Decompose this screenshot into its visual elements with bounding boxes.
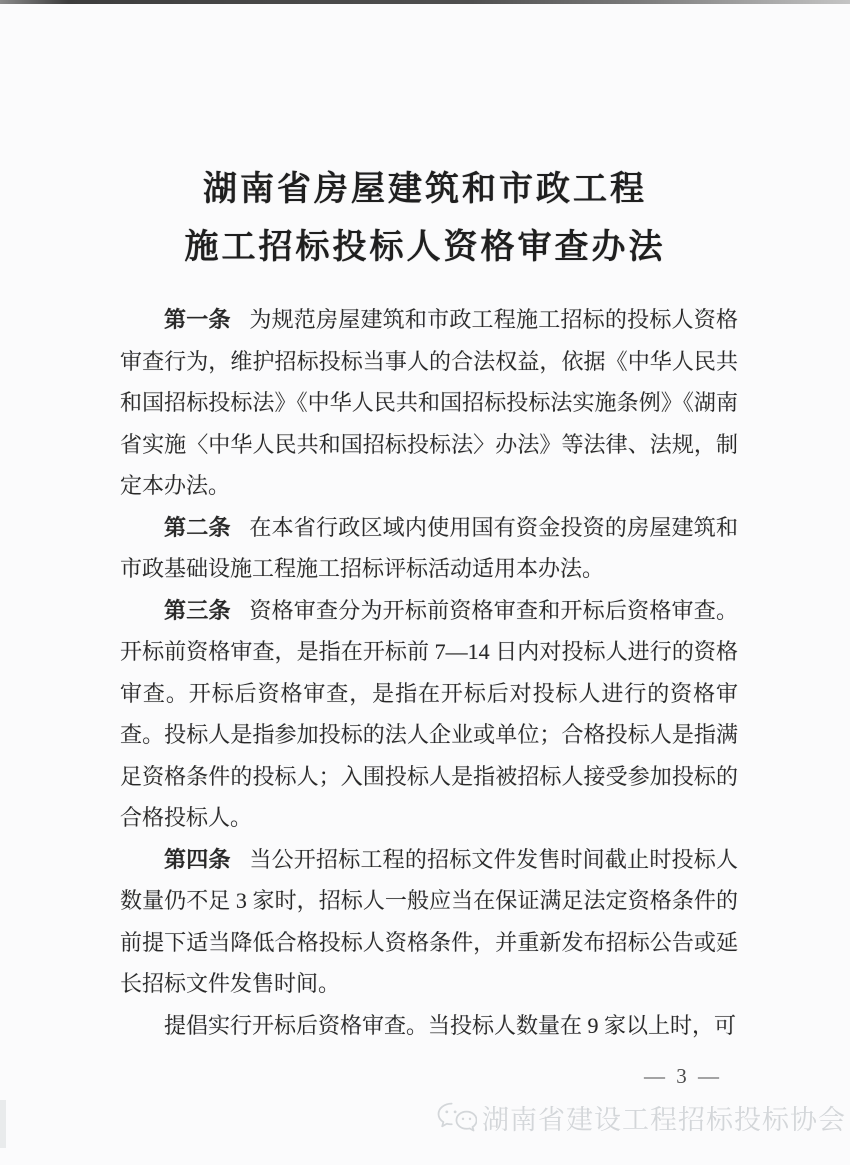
document-title-line-1: 湖南省房屋建筑和市政工程: [203, 170, 647, 208]
article-number: 第一条: [164, 307, 231, 332]
article-number: 第三条: [164, 597, 231, 623]
scan-top-edge: [0, 0, 850, 4]
association-watermark: [435, 1098, 846, 1137]
article-text: 为规范房屋建筑和市政工程施工招标的投标人资格审查行为，维护招标投标当事人的合法权益，依据《中华人民共和国招标投标法》《中华人民共和国招标投标法实施条例》《湖南省实施〈中华人民共和国招标投标法〉办法》等法律、法规，制定本办法。: [120, 307, 738, 498]
article-paragraph-1: [120, 299, 738, 507]
article-paragraph-2: [120, 507, 738, 590]
article-text: 提倡实行开标后资格审查。当投标人数量在 9 家以上时，可: [164, 1012, 737, 1038]
article-number: 第四条: [164, 846, 231, 872]
page-number: — 3 —: [644, 1064, 722, 1088]
article-paragraph-5: [120, 1005, 738, 1047]
article-text: 资格审查分为开标前资格审查和开标后资格审查。开标前资格审查，是指在开标前 7—14 日内对投标人进行的资格审查。开标后资格审查，是指在开标后对投标人进行的资格审查。投标人是指参加投标的法人企业或单位；合格投标人是指满足资格条件的投标人；入围投标人是指被招标人接受参加投标的合格投标人。: [120, 597, 738, 830]
document-body: [120, 299, 738, 1046]
scan-left-edge-artifact: [0, 1100, 6, 1148]
document-title: [0, 160, 850, 276]
document-title-line-2: 施工招标投标人资格审查办法: [184, 228, 666, 266]
wechat-icon: [435, 1100, 477, 1136]
article-text: 在本省行政区域内使用国有资金投资的房屋建筑和市政基础设施工程施工招标评标活动适用本办法。: [120, 514, 738, 581]
article-paragraph-4: [120, 839, 738, 1005]
article-paragraph-3: [120, 590, 738, 839]
article-text: 当公开招标工程的招标文件发售时间截止时投标人数量仍不足 3 家时，招标人一般应当在保证满足法定资格条件的前提下适当降低合格投标人资格条件，并重新发布招标公告或延长招标文件发售时间。: [120, 846, 738, 996]
article-number: 第二条: [164, 514, 231, 540]
watermark-text: 湖南省建设工程招标投标协会: [482, 1105, 846, 1135]
